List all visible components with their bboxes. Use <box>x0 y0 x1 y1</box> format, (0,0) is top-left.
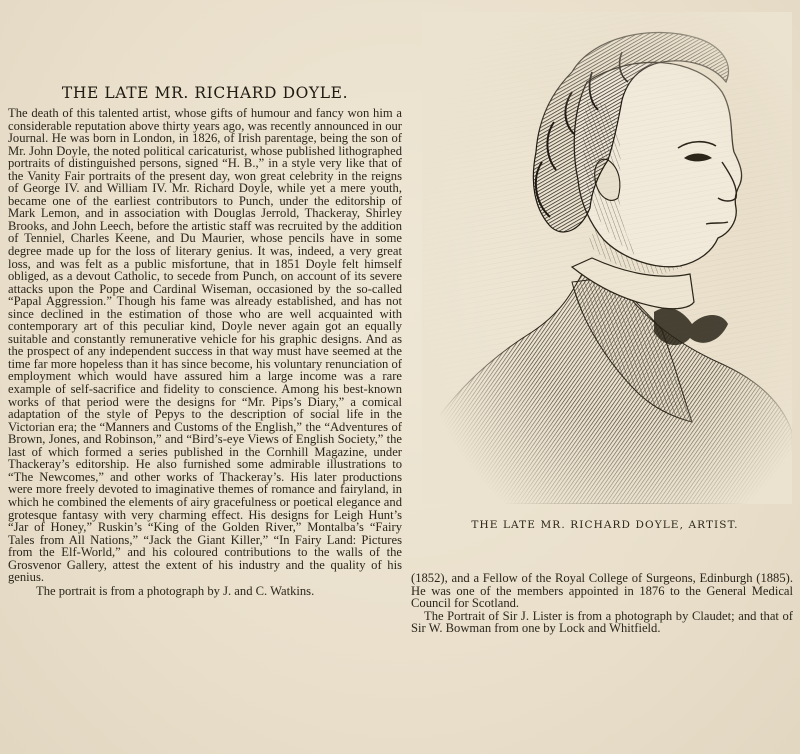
continuation-column <box>411 572 793 635</box>
continuation-paragraph-1: (1852), and a Fellow of the Royal College of Surgeons, Edinburgh (1885). He was one of the members appointed in 1876 to the General Medical Council for Scotland. <box>411 571 793 611</box>
portrait-engraving <box>422 12 792 504</box>
article-title: THE LATE MR. RICHARD DOYLE. <box>61 84 349 102</box>
continuation-paragraph-2: The Portrait of Sir J. Lister is from a photograph by Claudet; and that of Sir W. Bowman from one by Lock and Whitfield. <box>411 608 793 636</box>
portrait-illustration <box>422 12 792 504</box>
continuation-body <box>411 572 793 635</box>
photo-credit: The portrait is from a photograph by J. and C. Watkins. <box>36 583 315 598</box>
article-paragraph: The death of this talented artist, whose gifts of humour and fancy won him a considerable reputation above thirty years ago, was recently announced in our Journal. He was born in London, in 1826, of Irish parentage, being the son of Mr. John Doyle, the noted political caricaturist, whose published lithographed portraits of distinguished persons, signed “H. B.,” in a style very like that of the Vanity Fair portraits of the present day, won great celebrity in the reigns of George IV. and William IV. Mr. Richard Doyle, while yet a mere youth, became one of the earliest contributors to Punch, under the editorship of Mark Lemon, and in association with Douglas Jerrold, Thackeray, Shirley Brooks, and John Leech, before the artistic staff was recruited by the addition of Tenniel, Charles Keene, and Du Maurier, whose pencils have in some degree made up for the loss of literary genius. It was, indeed, a very great loss, and was felt as a public misfortune, that in 1851 Doyle felt himself obliged, as a devout Catholic, to secede from Punch, on account of its severe attacks upon the Pope and Cardinal Wiseman, occasioned by the so-called “Papal Aggression.” Though his fame was already established, and has not since declined in the estimation of those who are well acquainted with contemporary art of this peculiar kind, Doyle never again got an equally suitable and constantly remunerative vehicle for his graphic designs. And as the prospect of any independent success in that way must have seemed at the time far more hopeless than it has since become, his voluntary renunciation of employment which would have assured him a large income was a rare example of self-sacrifice and fidelity to conscience. Among his best-known works of that period were the designs for “Mr. Pips’s Diary,” a comical adaptation of the style of Pepys to the description of social life in the Victorian era; the “Manners and Customs of the English,” the “Adventures of Brown, Jones, and Robinson,” and “Bird’s-eye Views of English Society,” the last of which formed a series published in the Cornhill Magazine, under Thackeray’s editorship. He also furnished some admirable illustrations to “The Newcomes,” and other works of Thackeray’s. His later productions were more freely devoted to imaginative themes of romance and fairyland, in which he combined the elements of airy gracefulness or poetical elegance and grotesque fantasy with very charming effect. His designs for Leigh Hunt’s “Jar of Honey,” Ruskin’s “King of the Golden River,” Montalba’s “Fairy Tales from All Nations,” “Jack the Giant Killer,” “In Fairy Land: Pictures from the Elf-World,” and his coloured contributions to the walls of the Grosvenor Gallery, attest the extent of his industry and the quality of his genius. <box>8 106 402 585</box>
article-column <box>8 84 402 598</box>
portrait-caption: THE LATE MR. RICHARD DOYLE, ARTIST. <box>471 519 739 531</box>
article-body <box>8 107 402 584</box>
